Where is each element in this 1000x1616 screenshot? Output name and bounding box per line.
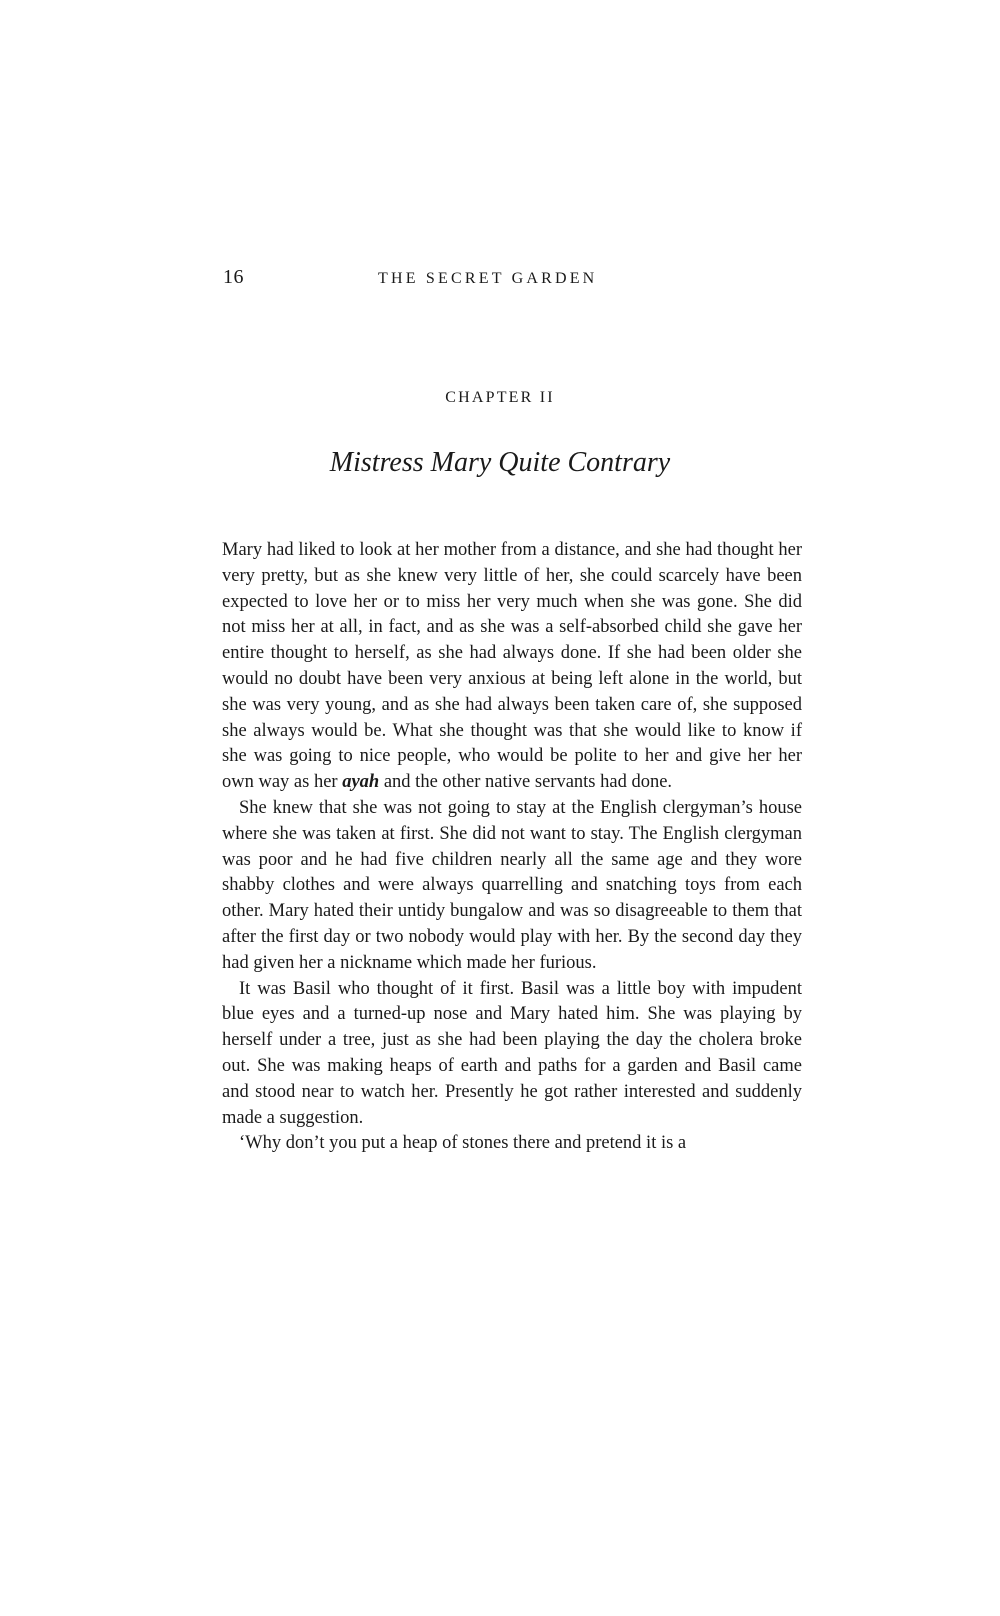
paragraph-4: ‘Why don’t you put a heap of stones there and pretend it is a	[239, 1133, 687, 1154]
paragraph-1	[222, 538, 802, 796]
chapter-label: CHAPTER II	[445, 389, 555, 406]
paragraph-1-text-end: and the other native servants had done.	[379, 772, 673, 793]
body-text	[222, 538, 802, 1157]
paragraph-3: It was Basil who thought of it first. Basil was a little boy with impudent blue eyes and a turned-up nose and Mary hated him. She was playing by herself under a tree, just as she had been playing the day the cholera broke out. She was making heaps of earth and paths for a garden and Basil came and stood near to watch her. Presently he got rather interested and suddenly made a suggestion.	[222, 978, 802, 1128]
paragraph-2: She knew that she was not going to stay at the English clergyman’s house where she was taken at first. She did not want to stay. The English clergyman was poor and he had five children nearly all the same age and they wore shabby clothes and were always quarrelling and snatching toys from each other. Mary hated their untidy bungalow and was so disagreeable to them that after the first day or two nobody would play with her. By the second day they had given her a nickname which made her furious.	[222, 797, 802, 973]
page-number: 16	[223, 266, 244, 288]
paragraph-1-text-start: Mary had liked to look at her mother from a distance, and she had thought her very pretty, but as she knew very little of her, she could scarcely have been expected to love her or to miss her very much when she was gone. She did not miss her at all, in fact, and as she was a self-absorbed child she gave her entire thought to herself, as she had always done. If she had been older she would no doubt have been very anxious at being left alone in the world, but she was very young, and as she had always been taken care of, she supposed she always would be. What she thought was that she would like to know if she was going to nice people, who would be polite to her and give her her own way as her	[222, 540, 802, 793]
running-head-title: THE SECRET GARDEN	[378, 270, 598, 287]
chapter-title: Mistress Mary Quite Contrary	[329, 447, 671, 478]
paragraph-1-italic-word: ayah	[342, 772, 380, 793]
